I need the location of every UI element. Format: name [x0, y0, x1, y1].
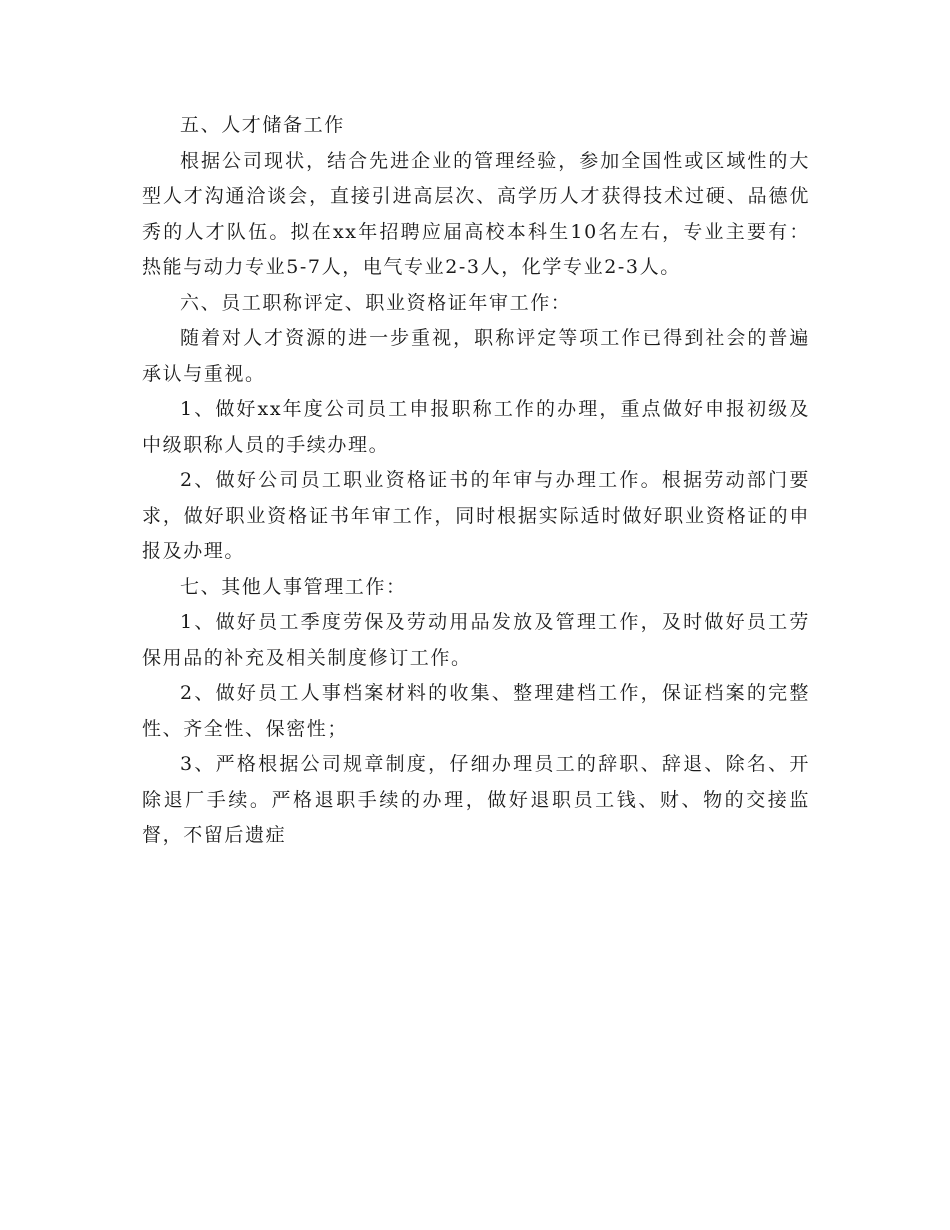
heading-talent-reserve: 五、人才储备工作 — [180, 114, 345, 136]
list-item-certificate-review: 2、做好公司员工职业资格证书的年审与办理工作。根据劳动部门要求，做好职业资格证书年审工作，同时根据实际适时做好职业资格证的申报及办理。 — [142, 469, 810, 562]
list-item-resignation-procedures: 3、严格根据公司规章制度，仔细办理员工的辞职、辞退、除名、开除退厂手续。严格退职手续的办理，做好退职员工钱、财、物的交接监督，不留后遗症 — [142, 753, 810, 846]
document-body — [142, 108, 810, 854]
list-item-labor-protection: 1、做好员工季度劳保及劳动用品发放及管理工作，及时做好员工劳保用品的补充及相关制度修订工作。 — [142, 611, 810, 669]
list-item-title-application: 1、做好xx年度公司员工申报职称工作的办理，重点做好申报初级及中级职称人员的手续办理。 — [142, 398, 810, 456]
list-item-personnel-files: 2、做好员工人事档案材料的收集、整理建档工作，保证档案的完整性、齐全性、保密性； — [142, 682, 810, 740]
paragraph-talent-reserve: 根据公司现状，结合先进企业的管理经验，参加全国性或区域性的大型人才沟通洽谈会，直接引进高层次、高学历人才获得技术过硬、品德优秀的人才队伍。拟在xx年招聘应届高校本科生10名左右，专业主要有：热能与动力专业5-7人，电气专业2-3人，化学专业2-3人。 — [142, 149, 810, 278]
heading-title-evaluation: 六、员工职称评定、职业资格证年审工作： — [180, 291, 572, 314]
heading-other-hr-work: 七、其他人事管理工作： — [180, 575, 407, 598]
paragraph-title-evaluation-intro: 随着对人才资源的进一步重视，职称评定等项工作已得到社会的普遍承认与重视。 — [142, 327, 810, 385]
